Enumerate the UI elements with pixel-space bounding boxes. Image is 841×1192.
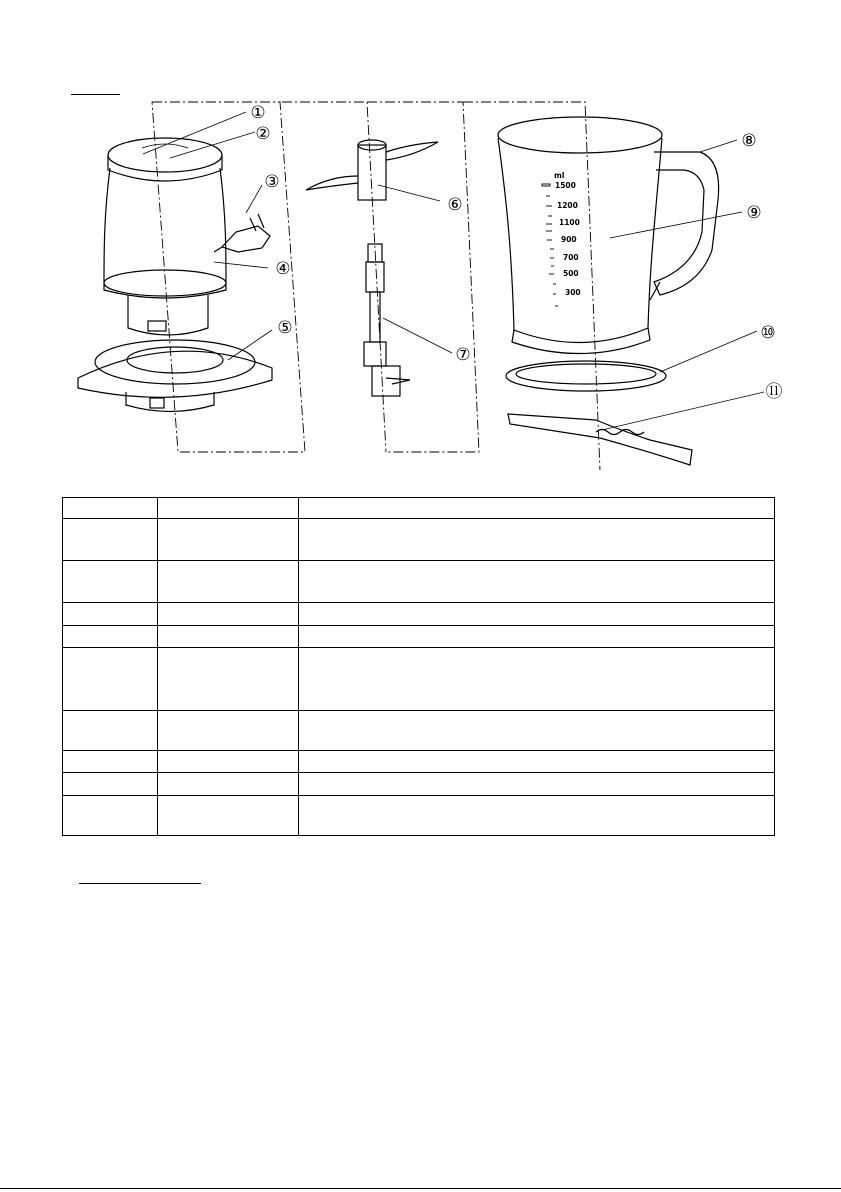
- table-cell: [158, 773, 299, 796]
- table-row: [63, 751, 775, 773]
- jug-measurement-ticks: [542, 184, 558, 306]
- callout-8: ⑧: [741, 131, 757, 151]
- table-cell: [299, 648, 775, 711]
- group-outline-blade: [282, 102, 479, 452]
- table-row: [63, 773, 775, 796]
- table-cell: [63, 626, 158, 648]
- table-cell: [299, 773, 775, 796]
- callout-3: ③: [264, 172, 280, 192]
- table-cell: [158, 603, 299, 626]
- table-cell: [299, 711, 775, 751]
- table-cell: [299, 561, 775, 603]
- table-cell: [63, 498, 158, 519]
- callout-6: ⑥: [447, 195, 463, 215]
- table-cell: [158, 561, 299, 603]
- table-cell: [299, 751, 775, 773]
- exploded-parts-diagram: [0, 0, 841, 490]
- table-row: [63, 626, 775, 648]
- table-row: [63, 561, 775, 603]
- scale-unit-label: ml: [554, 171, 565, 180]
- parts-table: [62, 497, 775, 836]
- table-cell: [63, 603, 158, 626]
- group-outline-jug: [463, 102, 600, 470]
- scale-mark-900: 900: [561, 235, 577, 244]
- callout-9: ⑨: [746, 203, 762, 223]
- scale-mark-1500: 1500: [555, 181, 576, 190]
- table-cell: [63, 796, 158, 836]
- table-cell: [299, 519, 775, 561]
- power-plug-illustration: [214, 214, 270, 252]
- table-cell: [299, 603, 775, 626]
- scale-mark-300: 300: [565, 288, 581, 297]
- table-row: [63, 796, 775, 836]
- callout-leader-lines: [143, 112, 764, 430]
- table-cell: [158, 796, 299, 836]
- table-cell: [63, 648, 158, 711]
- table-cell: [158, 626, 299, 648]
- seal-ring-illustration: [506, 361, 666, 391]
- table-cell: [158, 648, 299, 711]
- motor-unit-illustration: [104, 138, 226, 335]
- table-cell: [63, 773, 158, 796]
- table-cell: [158, 751, 299, 773]
- callout-4: ④: [275, 259, 291, 279]
- scale-mark-1100: 1100: [559, 218, 580, 227]
- scale-mark-1200: 1200: [557, 201, 578, 210]
- scale-mark-500: 500: [563, 269, 579, 278]
- spatula-illustration: [508, 414, 692, 465]
- table-cell: [299, 796, 775, 836]
- table-row: [63, 711, 775, 751]
- base-plate-illustration: [78, 340, 272, 412]
- jug-illustration: [498, 117, 719, 354]
- table-row: [63, 498, 775, 519]
- table-cell: [158, 711, 299, 751]
- scale-mark-700: 700: [563, 253, 579, 262]
- table-row: [63, 648, 775, 711]
- callout-11: ⑪: [765, 382, 783, 402]
- callout-10: ⑩: [760, 323, 776, 343]
- page-bottom-edge: [0, 1188, 841, 1189]
- table-cell: [63, 751, 158, 773]
- table-row: [63, 519, 775, 561]
- table-cell: [299, 498, 775, 519]
- table-cell: [158, 519, 299, 561]
- table-row: [63, 603, 775, 626]
- section-heading-underline-usage: [79, 883, 201, 884]
- table-cell: [299, 626, 775, 648]
- callout-7: ⑦: [455, 345, 471, 365]
- callout-2: ②: [255, 124, 271, 144]
- table-cell: [63, 561, 158, 603]
- table-cell: [63, 711, 158, 751]
- callout-1: ①: [250, 103, 266, 123]
- table-cell: [158, 498, 299, 519]
- callout-5: ⑤: [277, 318, 293, 338]
- table-cell: [63, 519, 158, 561]
- blade-assembly-illustration: [306, 140, 438, 200]
